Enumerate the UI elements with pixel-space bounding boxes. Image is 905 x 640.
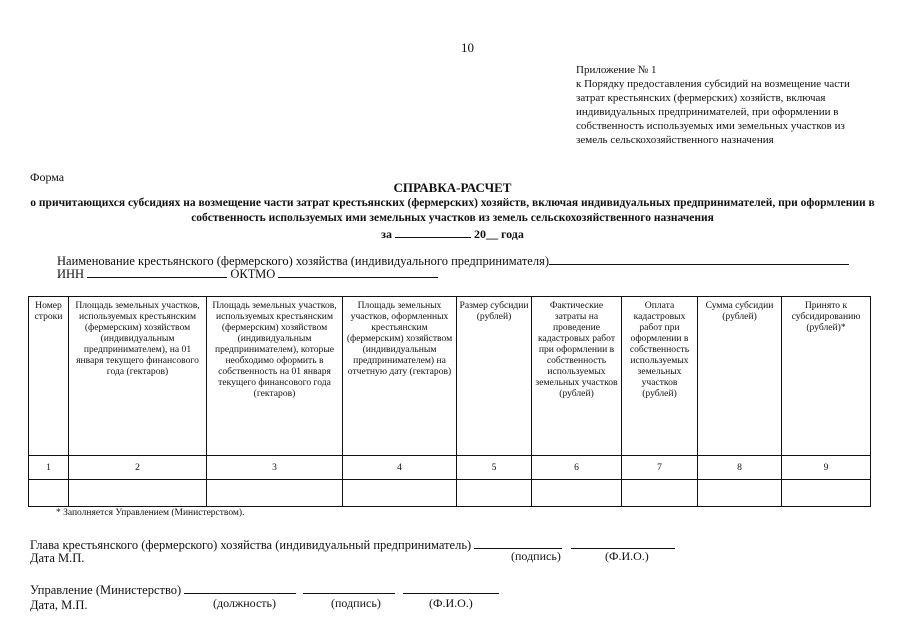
table-row	[29, 480, 871, 507]
table-cell[interactable]	[782, 480, 871, 507]
table-cell[interactable]	[207, 480, 343, 507]
column-number: 1	[29, 456, 69, 480]
farm-name-label: Наименование крестьянского (фермерского) хозяйства (индивидуального предпринимателя)	[57, 254, 550, 268]
header-cell: Площадь земельных участков, оформленных крестьянским (фермерским) хозяйством (индивидуальным предпринимателем) на отчетную дату (гектаров)	[343, 297, 457, 456]
head-label: Глава крестьянского (фермерского) хозяйства (индивидуальный предприниматель)	[30, 538, 472, 552]
page-number: 10	[461, 40, 474, 55]
document-subtitle: о причитающихся субсидиях на возмещение части затрат крестьянских (фермерских) хозяйств, включая индивидуальных предпринимателей, при оформлении в собственность используемых ими земельных участков из земель сельскохозяйственного назначения	[30, 197, 875, 224]
column-number-row	[29, 456, 871, 480]
column-number: 3	[207, 456, 343, 480]
table-cell[interactable]	[622, 480, 698, 507]
header-cell: Площадь земельных участков, используемых крестьянским (фермерским) хозяйством (индивидуальным предпринимателем), которые необходимо оформить в собственность на 01 января текущего финансового года (гектаров)	[207, 297, 343, 456]
department-position-caption: (должность)	[213, 596, 276, 610]
table-cell[interactable]	[457, 480, 532, 507]
header-cell: Размер субсидии (рублей)	[457, 297, 532, 456]
column-number: 7	[622, 456, 698, 480]
department-signature-field[interactable]	[303, 593, 395, 594]
column-number: 2	[69, 456, 207, 480]
form-label: Форма	[30, 170, 65, 184]
appendix-block	[576, 63, 876, 147]
table-cell[interactable]	[698, 480, 782, 507]
department-label: Управление (Министерство)	[30, 583, 182, 597]
table-cell[interactable]	[69, 480, 207, 507]
header-cell: Сумма субсидии (рублей)	[698, 297, 782, 456]
department-date: Дата, М.П.	[30, 598, 88, 612]
column-number: 5	[457, 456, 532, 480]
head-name-caption: (Ф.И.О.)	[605, 549, 649, 563]
inn-row	[57, 267, 438, 282]
calculation-table	[28, 296, 871, 507]
table-cell[interactable]	[29, 480, 69, 507]
period-line	[0, 227, 905, 242]
period-year: 20__	[473, 227, 498, 241]
column-number: 4	[343, 456, 457, 480]
period-prefix: за	[381, 227, 392, 241]
farm-name-field[interactable]	[549, 264, 849, 265]
head-signature-row	[30, 538, 675, 553]
inn-label: ИНН	[57, 267, 85, 281]
table-header-row	[29, 297, 871, 456]
header-cell: Принято к субсидированию (рублей)*	[782, 297, 871, 456]
department-name-caption: (Ф.И.О.)	[429, 596, 473, 610]
column-number: 9	[782, 456, 871, 480]
header-cell: Номер строки	[29, 297, 69, 456]
inn-field[interactable]	[87, 277, 227, 278]
column-number: 8	[698, 456, 782, 480]
table-cell[interactable]	[532, 480, 622, 507]
appendix-title: Приложение № 1	[576, 64, 657, 76]
header-cell: Фактические затраты на проведение кадастровых работ при оформлении в собственность используемых земельных участков (рублей)	[532, 297, 622, 456]
period-suffix: года	[500, 227, 524, 241]
header-cell: Площадь земельных участков, используемых крестьянским (фермерским) хозяйством (индивидуальным предпринимателем), на 01 января текущего финансового года (гектаров)	[69, 297, 207, 456]
table-cell[interactable]	[343, 480, 457, 507]
footnote: * Заполняется Управлением (Министерством).	[56, 508, 245, 518]
oktmo-field[interactable]	[278, 277, 438, 278]
period-blank[interactable]	[395, 237, 471, 238]
header-cell: Оплата кадастровых работ при оформлении в собственность используемых земельных участков (рублей)	[622, 297, 698, 456]
oktmo-label: ОКТМО	[230, 267, 276, 281]
column-number: 6	[532, 456, 622, 480]
head-signature-caption: (подпись)	[511, 549, 561, 563]
head-date: Дата М.П.	[30, 551, 85, 565]
appendix-text: к Порядку предоставления субсидий на возмещение части затрат крестьянских (фермерских) хозяйств, включая индивидуальных предпринимателей, при оформлении в собственность используемых ими земельных участков из земель сельскохозяйственного назначения	[576, 78, 850, 146]
department-position-field[interactable]	[184, 593, 296, 594]
document-title: СПРАВКА-РАСЧЕТ	[393, 180, 512, 195]
department-signature-caption: (подпись)	[331, 596, 381, 610]
department-name-field[interactable]	[403, 593, 499, 594]
